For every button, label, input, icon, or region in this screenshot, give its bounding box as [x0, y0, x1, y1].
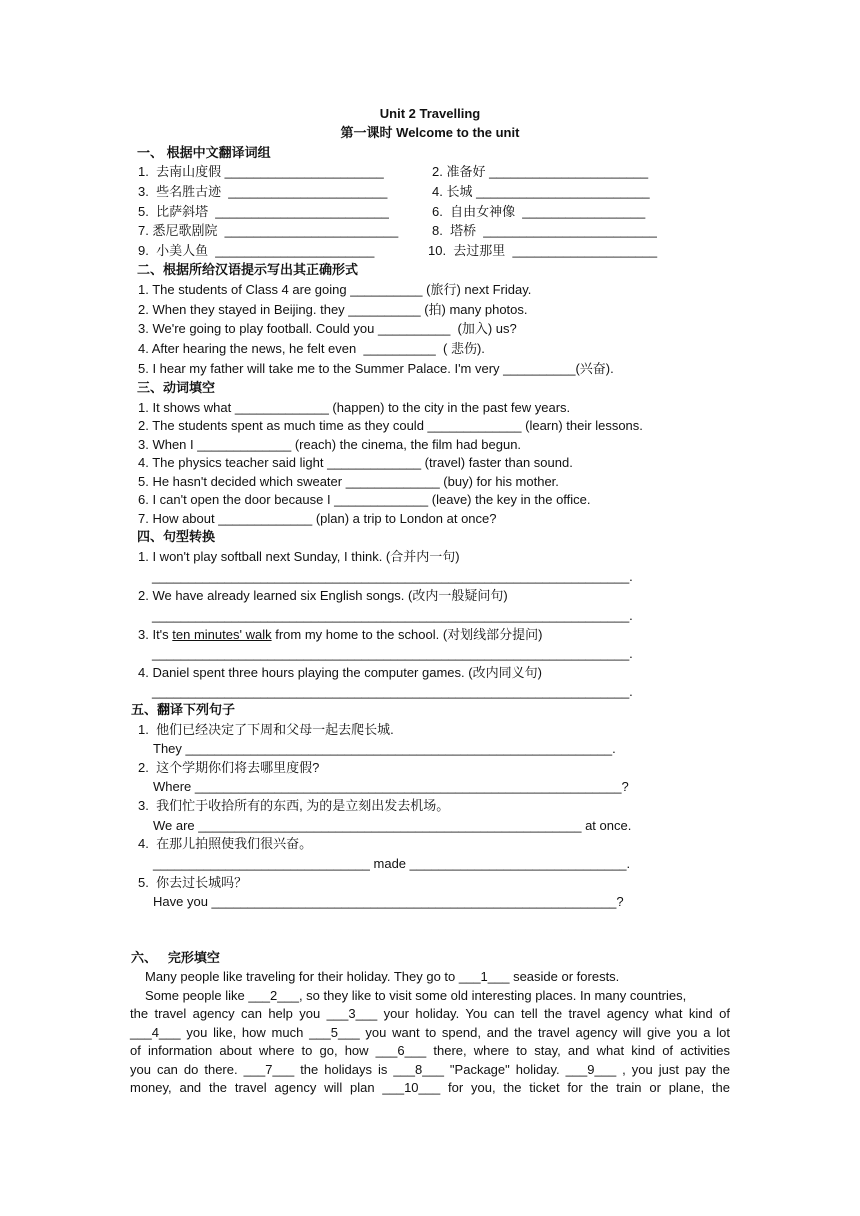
s5-answer-2: Where ___________________________________________________________?: [153, 779, 629, 794]
s4-question-3: [138, 627, 543, 643]
s3-item-3: 3. When I _____________ (reach) the cinema, the film had begun.: [138, 437, 522, 452]
s4-q3-pre: 3. It's: [138, 627, 173, 642]
cloze-line-2: Some people like ___2___, so they like to visit some old interesting places. In many countries,: [145, 988, 687, 1003]
section-3-heading: 三、动词填空: [137, 380, 216, 395]
s1-item-3: 3. 些名胜古迹 ______________________: [138, 184, 388, 199]
page-title: Unit 2 Travelling: [379, 106, 481, 121]
s4-answer-line-2: __________________________________________________________________.: [152, 608, 633, 623]
s4-question-2: 2. We have already learned six English songs. (改内一般疑问句): [138, 588, 508, 603]
s5-answer-5: Have you ________________________________________________________?: [153, 894, 624, 909]
cloze-line-7: money, and the travel agency will plan ___10___ for you, the ticket for the train or plane, the: [130, 1080, 730, 1095]
s1-item-5: 5. 比萨斜塔 ________________________: [138, 204, 389, 219]
s1-item-6: 6. 自由女神像 _________________: [432, 204, 646, 219]
s5-answer-3: We are _____________________________________________________ at once.: [153, 818, 632, 833]
cloze-line-4: ___4___ you like, how much ___5___ you want to spend, and the travel agency will give you a lot: [130, 1025, 730, 1040]
s5-question-4: 4. 在那儿拍照使我们很兴奋。: [138, 836, 313, 851]
s4-answer-line-1: __________________________________________________________________.: [152, 569, 633, 584]
s4-answer-line-4: __________________________________________________________________.: [152, 684, 633, 699]
page-subtitle: 第一课时 Welcome to the unit: [340, 125, 520, 140]
s5-answer-4: ______________________________ made ______________________________.: [153, 856, 631, 871]
s4-answer-line-3: __________________________________________________________________.: [152, 646, 633, 661]
s1-item-10: 10. 去过那里 ____________________: [428, 243, 658, 258]
s2-item-4: 4. After hearing the news, he felt even __________ ( 悲伤).: [138, 341, 485, 356]
s5-question-5: 5. 你去过长城吗？: [138, 875, 248, 890]
s5-question-1: 1. 他们已经决定了下周和父母一起去爬长城.: [138, 722, 394, 737]
cloze-line-5: of information about where to go, how ___6___ there, where to stay, and what kind of activities: [130, 1043, 730, 1058]
s5-question-3: 3. 我们忙于收拾所有的东西, 为的是立刻出发去机场。: [138, 798, 450, 813]
section-4-heading: 四、句型转换: [137, 529, 216, 544]
s4-question-4: 4. Daniel spent three hours playing the computer games. (改内同义句): [138, 665, 542, 680]
s3-item-5: 5. He hasn't decided which sweater _____________ (buy) for his mother.: [138, 474, 559, 489]
s3-item-4: 4. The physics teacher said light _____________ (travel) faster than sound.: [138, 455, 573, 470]
s4-q3-post: from my home to the school. (对划线部分提问): [271, 627, 543, 642]
section-2-heading: 二、根据所给汉语提示写出其正确形式: [137, 262, 359, 277]
s3-item-2: 2. The students spent as much time as they could _____________ (learn) their lessons.: [138, 418, 643, 433]
s4-q3-underlined-phrase: ten minutes' walk: [172, 627, 272, 642]
s1-item-4: 4. 长城 ________________________: [432, 184, 650, 199]
s2-item-2: 2. When they stayed in Beijing. they __________ (拍) many photos.: [138, 302, 528, 317]
s2-item-3: 3. We're going to play football. Could you __________ (加入) us?: [138, 321, 517, 336]
s4-question-1: 1. I won't play softball next Sunday, I think. (合并内一句): [138, 549, 460, 564]
s5-answer-1: They ___________________________________________________________.: [153, 741, 616, 756]
cloze-line-3: the travel agency can help you ___3___ your holiday. You can tell the travel agency what kind of: [130, 1006, 730, 1021]
s3-item-7: 7. How about _____________ (plan) a trip to London at once?: [138, 511, 497, 526]
s2-item-1: 1. The students of Class 4 are going __________ (旅行) next Friday.: [138, 282, 532, 297]
s1-item-2: 2. 准备好 ______________________: [432, 164, 649, 179]
s1-item-9: 9. 小美人鱼 ______________________: [138, 243, 375, 258]
s1-item-7: 7. 悉尼歌剧院 ________________________: [138, 223, 399, 238]
s1-item-1: 1. 去南山度假 ______________________: [138, 164, 384, 179]
cloze-line-1: Many people like traveling for their holiday. They go to ___1___ seaside or forests.: [145, 969, 620, 984]
cloze-line-6: you can do there. ___7___ the holidays is ___8___ "Package" holiday. ___9___ , you just pay the: [130, 1062, 730, 1077]
s1-item-8: 8. 塔桥 ________________________: [432, 223, 657, 238]
section-6-heading: 六、 完形填空: [131, 950, 220, 965]
s3-item-6: 6. I can't open the door because I _____________ (leave) the key in the office.: [138, 492, 591, 507]
s3-item-1: 1. It shows what _____________ (happen) to the city in the past few years.: [138, 400, 571, 415]
s2-item-5: 5. I hear my father will take me to the Summer Palace. I'm very __________(兴奋).: [138, 361, 614, 376]
s5-question-2: 2. 这个学期你们将去哪里度假?: [138, 760, 320, 775]
section-5-heading: 五、翻译下列句子: [131, 702, 236, 717]
section-1-heading: 一、 根据中文翻译词组: [137, 145, 271, 160]
